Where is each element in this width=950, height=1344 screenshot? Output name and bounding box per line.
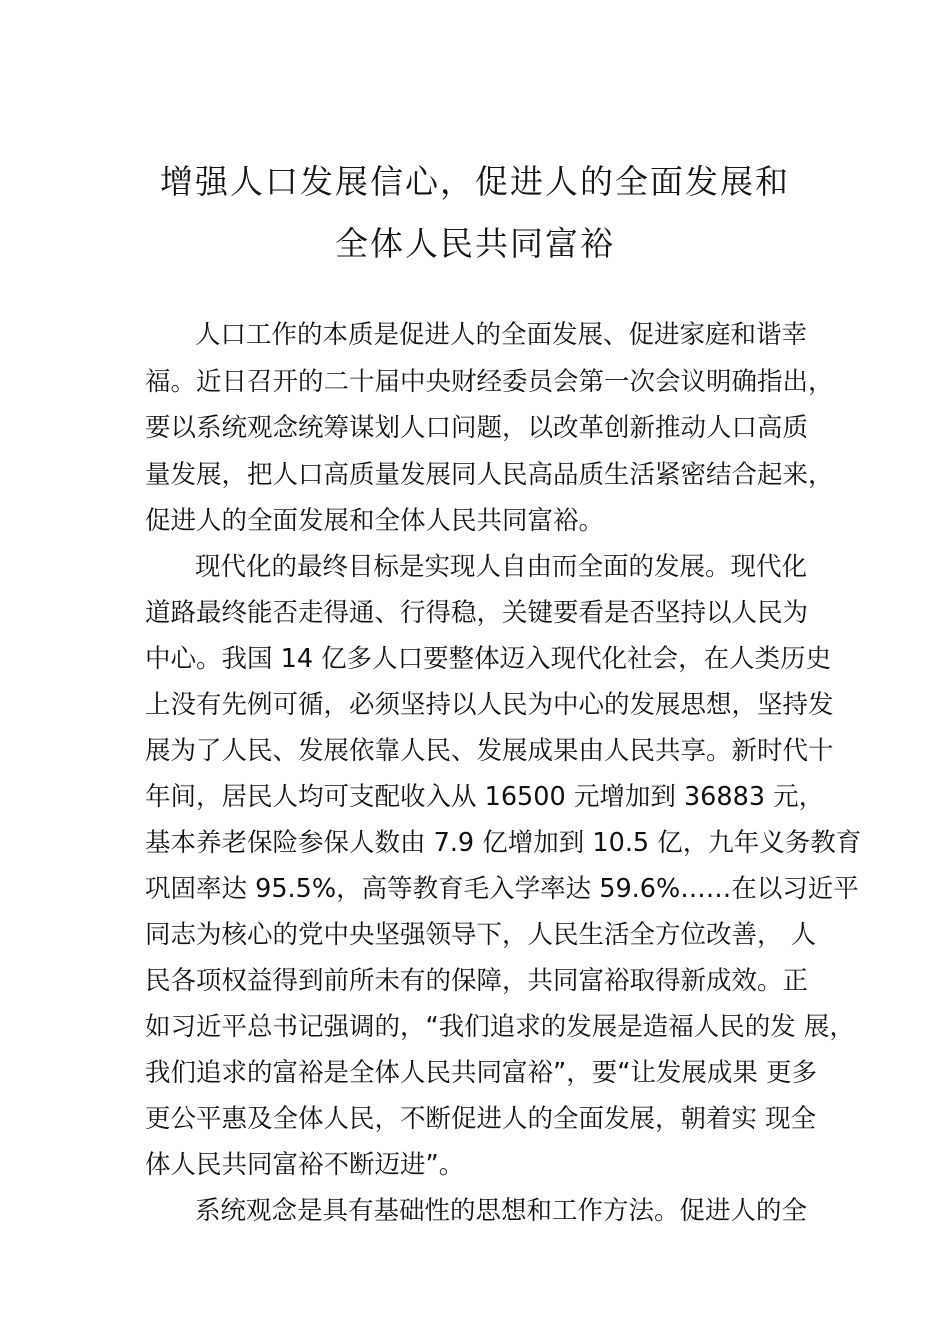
paragraph-2-line-7: 基本养老保险参保人数由 7.9 亿增加到 10.5 亿，九年义务教育 bbox=[145, 828, 862, 858]
paragraph-1-line-3: 要以系统观念统筹谋划人口问题，以改革创新推动人口高质 bbox=[145, 413, 809, 443]
paragraph-1-line-2: 福。近日召开的二十届中央财经委员会第一次会议明确指出， bbox=[145, 367, 834, 397]
paragraph-2-line-6: 年间，居民人均可支配收入从 16500 元增加到 36883 元， bbox=[145, 782, 825, 812]
paragraph-2-line-11: 如习近平总书记强调的，“我们追求的发展是造福人民的发 展， bbox=[145, 1012, 855, 1042]
document-title-line-2: 全体人民共同富裕 bbox=[335, 224, 615, 263]
paragraph-3-line-1: 系统观念是具有基础性的思想和工作方法。促进人的全 bbox=[195, 1196, 808, 1226]
paragraph-1-line-5: 促进人的全面发展和全体人民共同富裕。 bbox=[145, 506, 605, 536]
paragraph-2-line-13: 更公平惠及全体人民，不断促进人的全面发展，朝着实 现全 bbox=[145, 1104, 817, 1134]
paragraph-2-line-12: 我们追求的富裕是全体人民共同富裕”，要“让发展成果 更多 bbox=[145, 1058, 818, 1088]
paragraph-2-line-9: 同志为核心的党中央坚强领导下，人民生活全方位改善， 人 bbox=[145, 920, 817, 950]
paragraph-2-line-4: 上没有先例可循，必须坚持以人民为中心的发展思想，坚持发 bbox=[145, 690, 834, 720]
paragraph-2-line-1: 现代化的最终目标是实现人自由而全面的发展。现代化 bbox=[195, 552, 808, 582]
paragraph-2-line-8: 巩固率达 95.5%，高等教育毛入学率达 59.6%……在以习近平 bbox=[145, 874, 859, 904]
paragraph-2-line-3: 中心。我国 14 亿多人口要整体迈入现代化社会，在人类历史 bbox=[145, 644, 832, 674]
paragraph-1-line-1: 人口工作的本质是促进人的全面发展、促进家庭和谐幸 bbox=[195, 320, 808, 350]
paragraph-2-line-14: 体人民共同富裕不断迈进”。 bbox=[145, 1150, 465, 1180]
paragraph-1-line-4: 量发展，把人口高质量发展同人民高品质生活紧密结合起来， bbox=[145, 460, 834, 490]
paragraph-2-line-2: 道路最终能否走得通、行得稳，关键要看是否坚持以人民为 bbox=[145, 598, 809, 628]
paragraph-2-line-5: 展为了人民、发展依靠人民、发展成果由人民共享。新时代十 bbox=[145, 736, 834, 766]
document-title-line-1: 增强人口发展信心，促进人的全面发展和 bbox=[160, 162, 790, 201]
paragraph-2-line-10: 民各项权益得到前所未有的保障，共同富裕取得新成效。正 bbox=[145, 966, 809, 996]
